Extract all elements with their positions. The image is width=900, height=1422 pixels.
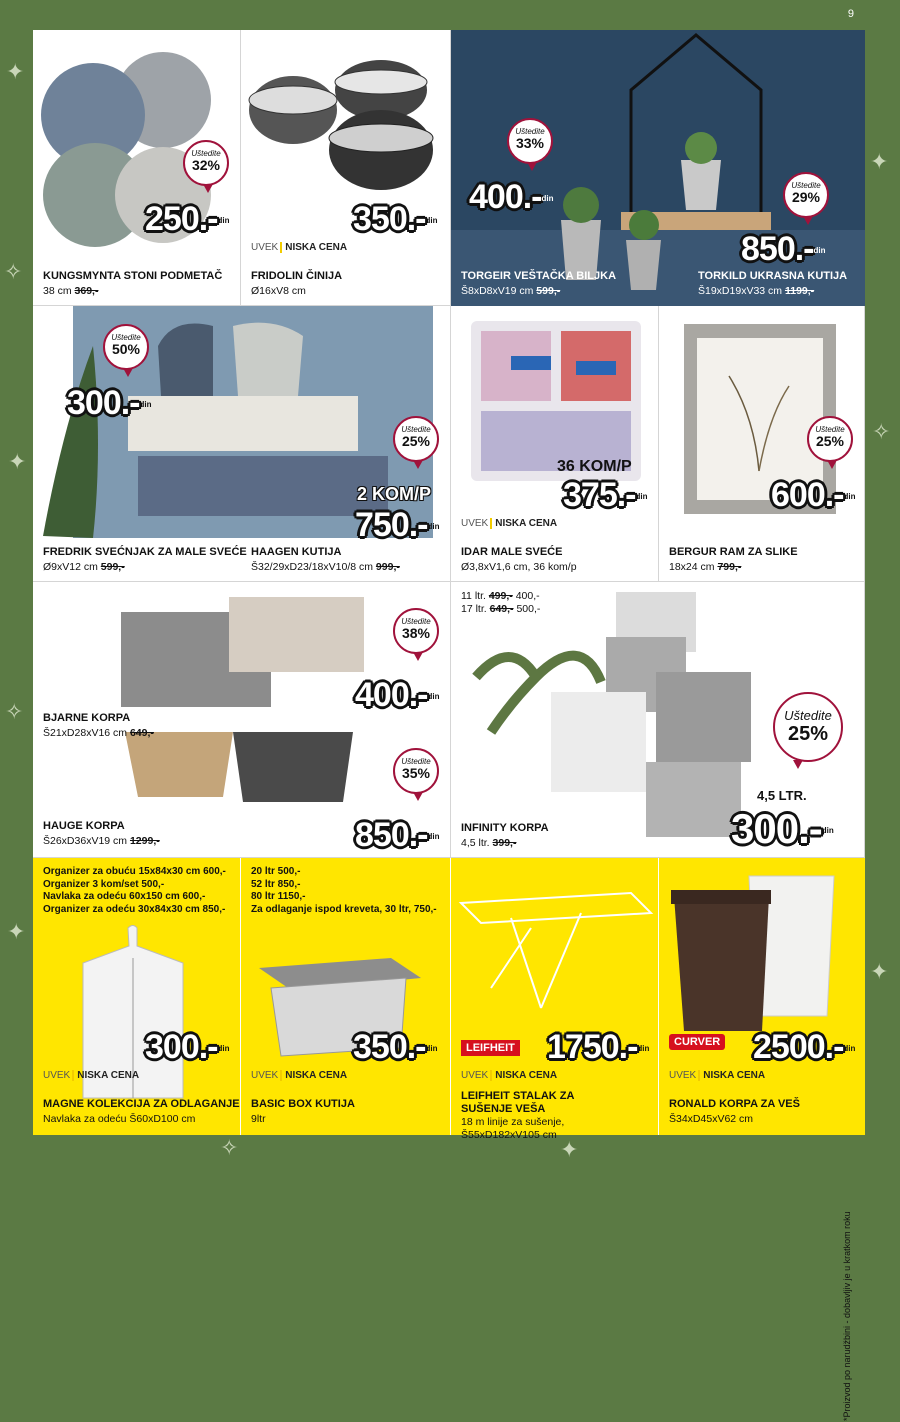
quantity-label: 2 KOM/P — [357, 484, 432, 504]
low-price-label: UVEK NISKA CENA — [251, 1070, 348, 1081]
low-price-label: UVEK NISKA CENA — [461, 518, 558, 529]
product-name: BJARNE KORPA — [43, 712, 131, 724]
quantity-label: 36 KOM/P — [557, 458, 632, 475]
product-leifheit[interactable] — [451, 858, 659, 1141]
product-desc: 38 cm 369,- — [43, 285, 99, 297]
product-name: TORKILD UKRASNA KUTIJA — [698, 270, 848, 282]
product-name: HAAGEN KUTIJA — [251, 546, 342, 558]
product-name: BERGUR RAM ZA SLIKE — [669, 546, 798, 558]
price: 250.-$^{din}$ — [145, 200, 230, 238]
leifheit-logo: LEIFHEIT — [461, 1040, 520, 1056]
low-price-label: UVEK NISKA CENA — [251, 242, 348, 253]
product-fridolin[interactable] — [241, 30, 451, 306]
star-icon: ✦ — [870, 150, 889, 175]
price: 300.-$^{din}$ — [731, 805, 834, 852]
product-desc: 9ltr — [251, 1113, 266, 1125]
product-desc: Š8xD8xV19 cm 599,- — [461, 285, 561, 297]
product-name: LEIFHEIT STALAK ZA SUŠENJE VEŠA — [461, 1090, 575, 1115]
product-name: MAGNE KOLEKCIJA ZA ODLAGANJE — [43, 1098, 240, 1110]
star-icon: ✧ — [220, 1136, 239, 1161]
price: 300.-$^{din}$ — [67, 384, 152, 422]
save-badge: Uštedite 32% — [183, 140, 229, 186]
product-name: BASIC BOX KUTIJA — [251, 1098, 355, 1110]
product-desc: Š21xD28xV16 cm 649,- — [43, 727, 154, 739]
product-name: FREDRIK SVEĆNJAK ZA MALE SVEĆE — [43, 546, 247, 558]
product-desc: 18x24 cm 799,- — [669, 561, 742, 573]
star-icon: ✦ — [7, 920, 26, 945]
product-desc: 4,5 ltr. 399,- — [461, 837, 517, 849]
low-price-label: UVEK NISKA CENA — [669, 1070, 766, 1081]
price: 300.-$^{din}$ — [145, 1028, 230, 1066]
product-magne[interactable] — [33, 858, 241, 1135]
product-desc: Š19xD19xV33 cm 1199,- — [698, 285, 815, 297]
star-icon: ✦ — [6, 60, 25, 85]
catalog-page — [33, 30, 865, 1421]
price: 350.-$^{din}$ — [353, 1028, 438, 1066]
size-label: 4,5 LTR. — [757, 788, 807, 803]
price: 400.-$^{din}$ — [469, 178, 554, 216]
product-desc: Š34xD45xV62 cm — [669, 1113, 754, 1125]
price: 850.-$^{din}$ — [741, 230, 826, 268]
save-badge: Uštedite 25% — [807, 416, 853, 462]
price: 1750.-$^{din}$ — [547, 1028, 650, 1066]
drying-rack-image — [451, 888, 659, 1018]
variant-prices: 11 ltr. 499,- 400,- 17 ltr. 649,- 500,- — [461, 590, 541, 615]
product-desc: Ø9xV12 cm 599,- — [43, 561, 125, 573]
product-desc: Š32/29xD23/18xV10/8 cm 999,- — [251, 561, 400, 573]
variant-prices: 20 ltr 500,- 52 ltr 850,- 80 ltr 1150,- Za odlaganje ispod kreveta, 30 ltr, 750,- — [251, 866, 437, 915]
product-bergur[interactable] — [659, 306, 865, 582]
product-idar[interactable] — [451, 306, 659, 582]
product-name: IDAR MALE SVEĆE — [461, 546, 563, 558]
disclaimer: *Proizvod po narudžbini - dobavljiv je u kratkom roku — [842, 1211, 852, 1421]
star-icon: ✦ — [870, 960, 889, 985]
low-price-label: UVEK NISKA CENA — [461, 1070, 558, 1081]
curver-logo: CURVER — [669, 1034, 725, 1050]
price: 850.-$^{din}$ — [355, 816, 440, 854]
price: 600.-$^{din}$ — [771, 476, 856, 514]
product-name: HAUGE KORPA — [43, 820, 125, 832]
variant-prices: Organizer za obuću 15x84x30 cm 600,- Organizer 3 kom/set 500,- Navlaka za odeću 60x150 cm 600,- Organizer za odeću 30x84x30 cm 850,- — [43, 866, 226, 915]
product-name: INFINITY KORPA — [461, 822, 549, 834]
save-badge: Uštedite 50% — [103, 324, 149, 370]
star-icon: ✧ — [5, 700, 24, 725]
price: 375.-$^{din}$ — [563, 476, 648, 514]
product-name: KUNGSMYNTA STONI PODMETAČ — [43, 270, 223, 282]
save-badge: Uštedite 25% — [393, 416, 439, 462]
product-name: FRIDOLIN ČINIJA — [251, 270, 343, 282]
product-kungsmynta[interactable] — [33, 30, 241, 306]
star-icon: ✧ — [4, 260, 23, 285]
save-badge: Uštedite 35% — [393, 748, 439, 794]
product-name: RONALD KORPA ZA VEŠ — [669, 1098, 800, 1110]
product-fredrik-haagen[interactable] — [33, 306, 451, 582]
star-icon: ✦ — [8, 450, 27, 475]
page-number: 9 — [847, 8, 854, 20]
product-basicbox[interactable] — [241, 858, 451, 1135]
star-icon: ✦ — [560, 1138, 579, 1163]
low-price-label: UVEK NISKA CENA — [43, 1070, 140, 1081]
product-name: TORGEIR VEŠTAČKA BILJKA — [461, 270, 617, 282]
product-bjarne-hauge[interactable] — [33, 582, 451, 858]
star-icon: ✧ — [872, 420, 891, 445]
price: 350.-$^{din}$ — [353, 200, 438, 238]
save-badge: Uštedite 25% — [773, 692, 843, 762]
price: 400.-$^{din}$ — [355, 676, 440, 714]
save-badge: Uštedite 29% — [783, 172, 829, 218]
product-desc: Ø16xV8 cm — [251, 285, 306, 297]
product-ronald[interactable] — [659, 858, 865, 1135]
save-badge: Uštedite 33% — [507, 118, 553, 164]
product-desc: Navlaka za odeću Š60xD100 cm — [43, 1113, 196, 1125]
price: 2500.-$^{din}$ — [753, 1028, 856, 1066]
price: 750.-$^{din}$ — [355, 506, 440, 544]
product-desc: 18 m linije za sušenje, Š55xD182xV105 cm — [461, 1116, 565, 1141]
product-torgeir-torkild[interactable] — [451, 30, 865, 306]
product-desc: Ø3,8xV1,6 cm, 36 kom/p — [461, 561, 577, 573]
product-desc: Š26xD36xV19 cm 1299,- — [43, 835, 160, 847]
bowl-image — [241, 50, 451, 220]
laundry-basket-image — [659, 866, 865, 1036]
save-badge: Uštedite 38% — [393, 608, 439, 654]
